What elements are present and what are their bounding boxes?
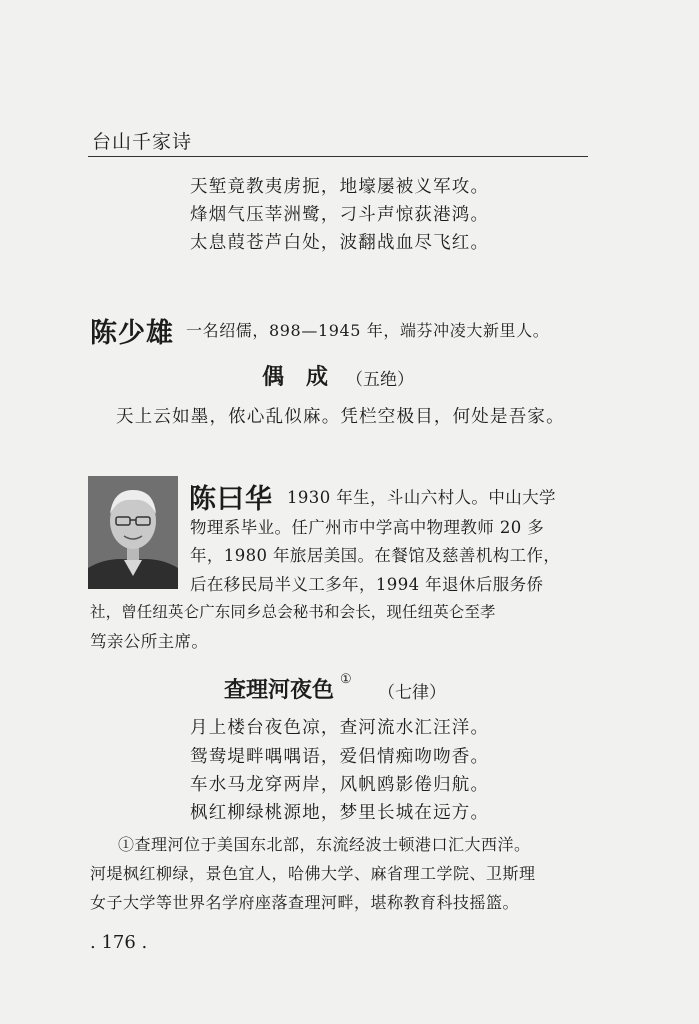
poet-bio-line: 物理系毕业。任广州市中学高中物理教师 20 多 [190,518,545,537]
poet-bio-line: 社，曾任纽英仑广东同乡总会秘书和会长，现任纽英仑至孝 [90,603,496,621]
poem-line: 天堑竟教夷虏扼，地壕屡被义军攻。 [190,177,490,197]
poem-line: 鸳鸯堤畔喁喁语，爱侣情痴吻吻香。 [190,747,490,767]
poem-form: （七律） [378,683,446,703]
poem-form: （五绝） [346,370,414,390]
poet-name: 陈少雄 [90,318,174,349]
poet-bio-line: 后在移民局半义工多年，1994 年退休后服务侨 [190,575,544,594]
running-header-title: 台山千家诗 [92,131,193,153]
poet-bio-line: 年，1980 年旅居美国。在餐馆及慈善机构工作， [190,546,561,565]
header-rule [88,156,588,157]
footnote-mark: ① [340,672,352,687]
poem-title: 查理河夜色 [224,678,335,703]
poem-title: 偶 成 [262,365,329,390]
poet-bio-line: 笃亲公所主席。 [90,632,209,651]
poem-line: 太息葭苍芦白处，波翻战血尽飞红。 [190,233,490,253]
poem-line: 月上楼台夜色凉，查河流水汇汪洋。 [190,718,490,738]
poet-name: 陈曰华 [189,484,273,515]
poem-line: 天上云如墨，侬心乱似麻。凭栏空极目，何处是吾家。 [116,407,565,427]
poem-line: 烽烟气压莘洲鹭，刁斗声惊荻港鸿。 [190,205,490,225]
poet-bio: 一名绍儒，898—1945 年，端芬冲凌大新里人。 [186,321,550,340]
page-number: . 176 . [90,932,148,953]
footnote-line: 女子大学等世界名学府座落查理河畔，堪称教育科技摇篮。 [90,893,520,912]
poet-portrait [88,476,178,589]
poet-bio-line: 1930 年生，斗山六村人。中山大学 [287,488,556,507]
footnote-line: 河堤枫红柳绿，景色宜人，哈佛大学、麻省理工学院、卫斯理 [90,864,536,883]
poem-line: 枫红柳绿桃源地，梦里长城在远方。 [190,803,490,823]
poem-line: 车水马龙穿两岸，风帆鸥影倦归航。 [190,775,490,795]
footnote-line: ①查理河位于美国东北部，东流经波士顿港口汇大西洋。 [118,835,531,854]
